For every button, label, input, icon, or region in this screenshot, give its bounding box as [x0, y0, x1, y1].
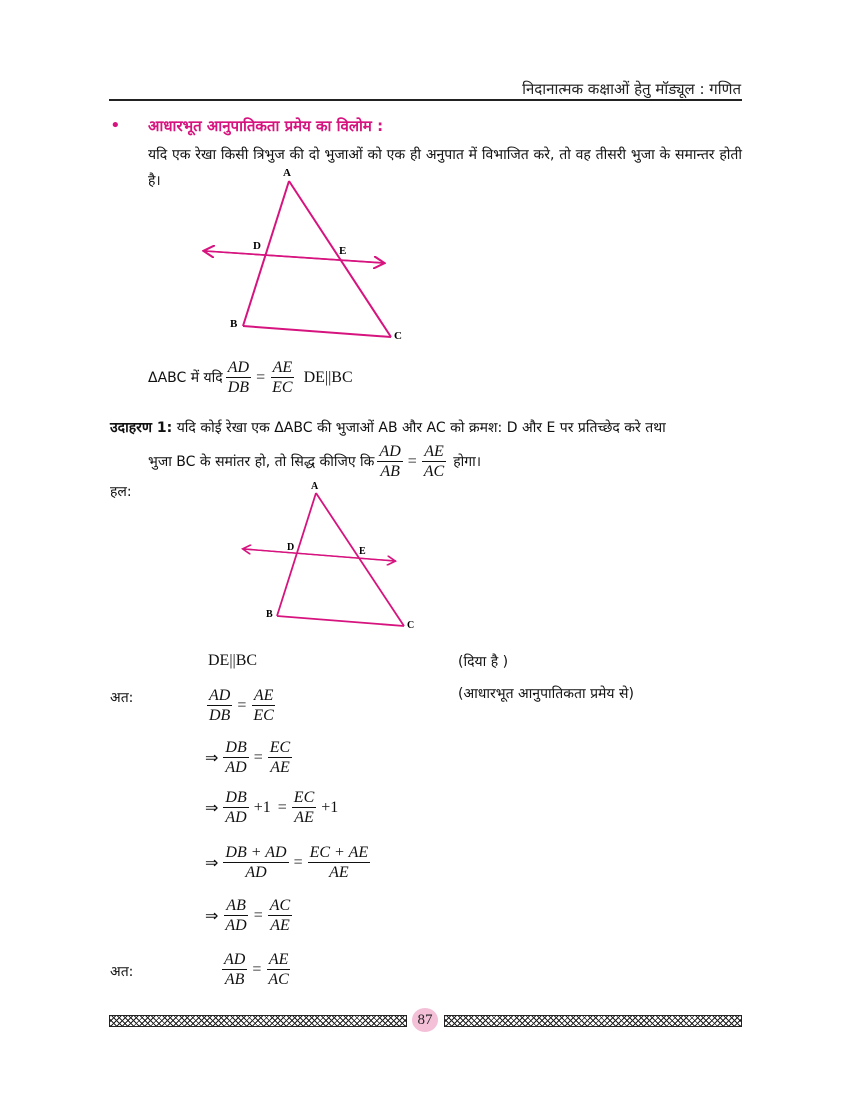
fraction: $\frac{AE}{AC}$	[268, 951, 289, 988]
line-de-right	[244, 549, 394, 561]
side-ac	[289, 181, 391, 337]
fraction: $\frac{DB}{AD}$	[225, 789, 247, 826]
fraction: $\frac{DB}{AD}$	[225, 739, 247, 776]
fraction: $\frac{AE}{EC}$	[253, 687, 274, 724]
line-de-right	[205, 251, 383, 263]
converse-result: DE||BC	[303, 368, 353, 386]
label-a: A	[311, 481, 319, 492]
label-e: E	[339, 245, 347, 257]
step-5: ⇒ $\frac{AB}{AD}$ = $\frac{AC}{AE}$	[205, 897, 291, 934]
footer-border-right	[444, 1015, 742, 1027]
implies-icon: ⇒	[205, 799, 219, 817]
given-reason: (दिया है )	[458, 654, 509, 670]
bullet-icon: •	[110, 115, 121, 136]
step-1: $\frac{AD}{DB}$ = $\frac{AE}{EC}$	[209, 687, 274, 724]
fraction: $\frac{AD}{DB}$	[227, 359, 250, 396]
triangle-figure-2	[238, 478, 428, 633]
fraction: $\frac{AE}{EC}$	[272, 359, 293, 396]
theorem-statement: यदि एक रेखा किसी त्रिभुज की दो भुजाओं को एक ही अनुपात में विभाजित करे, तो वह तीसरी भुजा के समान्तर होती है।	[148, 147, 742, 189]
solution-label: हल:	[110, 484, 132, 500]
label-d: D	[253, 240, 261, 252]
step-3: ⇒ $\frac{DB}{AD}$ +1 = $\frac{EC}{AE}$ +1	[205, 789, 339, 826]
step-4: ⇒ $\frac{DB + AD}{AD}$ = $\frac{EC + AE}{AE}$	[205, 844, 369, 881]
implies-icon: ⇒	[205, 749, 219, 767]
therefore-label: अत:	[110, 690, 134, 706]
fraction: $\frac{EC + AE}{AE}$	[309, 844, 369, 881]
fraction: $\frac{DB + AD}{AD}$	[225, 844, 287, 881]
label-c: C	[394, 330, 402, 342]
fraction: $\frac{AB}{AD}$	[225, 897, 247, 934]
example-text: यदि कोई रेखा एक ΔABC की भुजाओं AB और AC को क्रमश: D और E पर प्रतिच्छेद करे तथा	[176, 420, 666, 436]
label-c: C	[407, 620, 415, 631]
fraction: $\frac{AC}{AE}$	[269, 897, 291, 934]
converse-prefix: ΔABC में यदि	[148, 370, 223, 386]
side-bc	[243, 326, 391, 337]
label-b: B	[266, 609, 273, 620]
given-statement: DE||BC	[208, 652, 258, 669]
therefore-label-2: अत:	[110, 964, 134, 980]
triangle-figure-1	[195, 165, 425, 350]
label-b: B	[230, 318, 238, 330]
bpt-reason: (आधारभूत आनुपातिकता प्रमेय से)	[458, 686, 634, 702]
example-text-2: भुजा BC के समांतर हो, तो सिद्ध कीजिए कि	[148, 454, 375, 470]
example-line-1	[110, 418, 742, 437]
fraction: $\frac{AD}{AB}$	[224, 951, 246, 988]
label-a: A	[283, 167, 291, 179]
fraction: $\frac{AE}{AC}$	[423, 443, 445, 480]
fraction: $\frac{AD}{DB}$	[209, 687, 231, 724]
step-6: $\frac{AD}{AB}$ = $\frac{AE}{AC}$	[224, 951, 289, 988]
fraction: $\frac{AD}{AB}$	[379, 443, 401, 480]
implies-icon: ⇒	[205, 854, 219, 872]
footer-border-left	[109, 1015, 407, 1027]
fraction: $\frac{EC}{AE}$	[269, 739, 291, 776]
page-number: 87	[412, 1008, 438, 1032]
converse-statement: ΔABC में यदि $\frac{AD}{DB}$ = $\frac{AE}{EC}$ DE||BC	[148, 359, 353, 396]
example-label: उदाहरण 1:	[110, 420, 173, 436]
example-text-suffix: होगा।	[453, 454, 482, 470]
label-e: E	[359, 546, 366, 557]
step-2: ⇒ $\frac{DB}{AD}$ = $\frac{EC}{AE}$	[205, 739, 291, 776]
header-rule	[109, 99, 742, 101]
implies-icon: ⇒	[205, 907, 219, 925]
fraction: $\frac{EC}{AE}$	[293, 789, 315, 826]
running-header: निदानात्मक कक्षाओं हेतु मॉड्यूल : गणित	[522, 80, 741, 98]
side-ac	[316, 493, 404, 626]
example-line-2: भुजा BC के समांतर हो, तो सिद्ध कीजिए कि $\frac{AD}{AB}$ = $\frac{AE}{AC}$ होगा।	[148, 443, 482, 480]
section-title: आधारभूत आनुपातिकता प्रमेय का विलोम :	[148, 117, 384, 135]
label-d: D	[287, 542, 295, 553]
side-bc	[277, 616, 404, 626]
